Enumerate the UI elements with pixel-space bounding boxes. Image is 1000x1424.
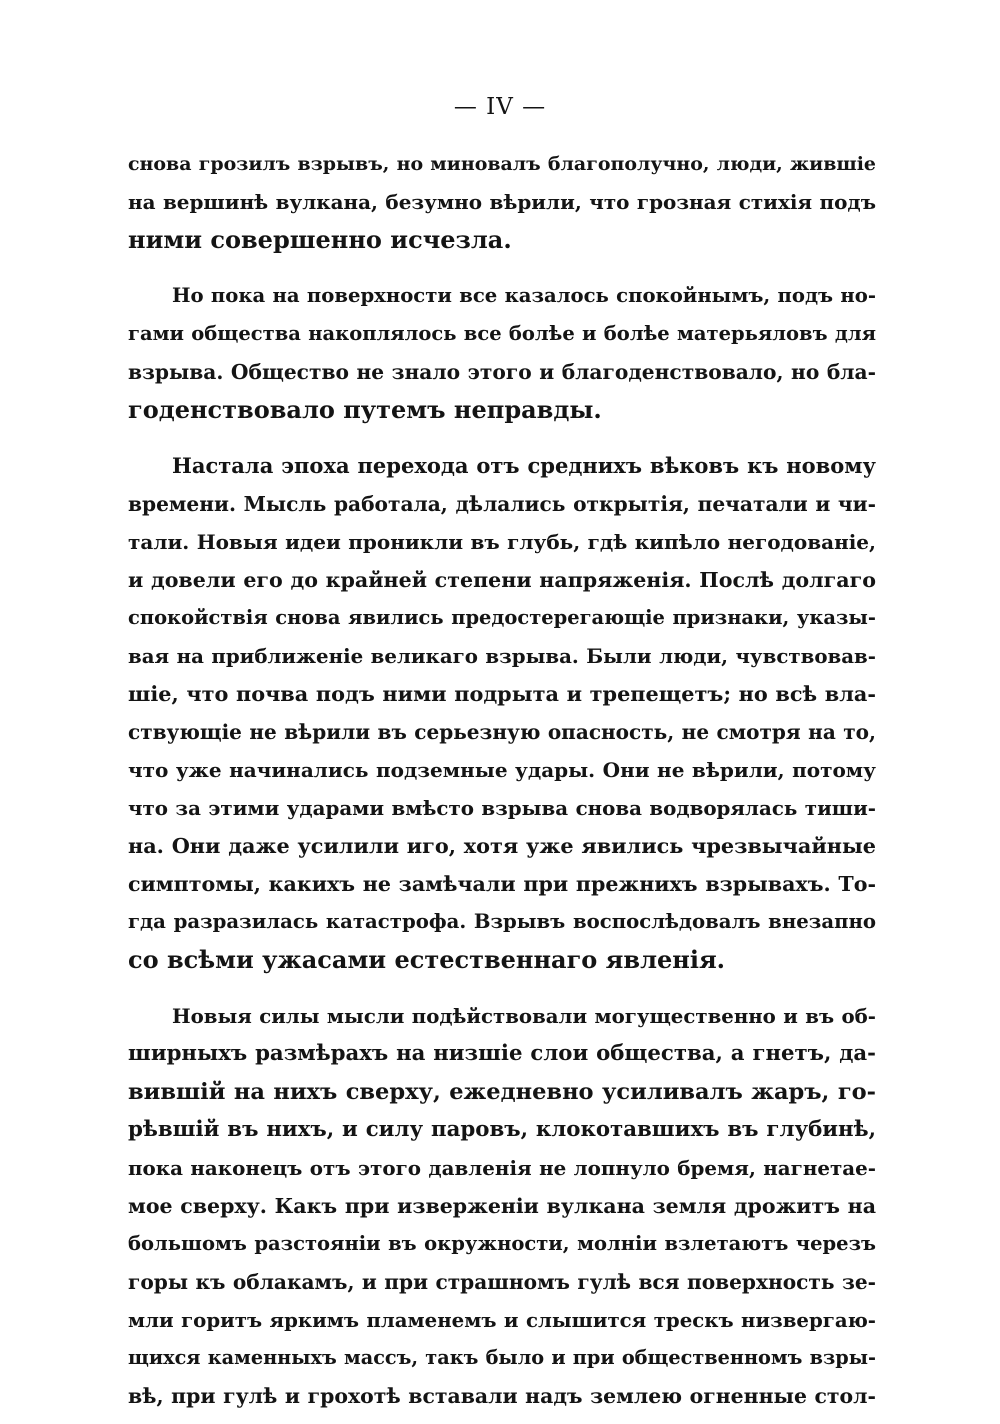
text-line: мое сверху. Какъ при изверженіи вулкана земля дрожитъ на (128, 1194, 876, 1218)
text-line: вившій на нихъ сверху, ежедневно усиливалъ жаръ, го- (128, 1079, 876, 1105)
text-line: ними совершенно исчезла. (128, 225, 512, 254)
text-line: пока наконецъ отъ этого давленія не лопнуло бремя, нагнетае- (128, 1156, 876, 1180)
text-line: взрыва. Общество не знало этого и благоденствовало, но бла- (128, 360, 876, 384)
text-line: ствующіе не вѣрили въ серьезную опасность, не смотря на то, (128, 720, 876, 744)
text-line: на вершинѣ вулкана, безумно вѣрили, что грозная стихія подъ (128, 190, 876, 214)
text-line: и довели его до крайней степени напряженія. Послѣ долгаго (128, 568, 876, 592)
text-line: гда разразилась катастрофа. Взрывъ воспослѣдовалъ внезапно (128, 910, 876, 933)
text-line: на. Они даже усилили иго, хотя уже явились чрезвычайные (128, 833, 876, 858)
text-line: рѣвшій въ нихъ, и силу паровъ, клокотавшихъ въ глубинѣ, (128, 1117, 876, 1142)
text-line: большомъ разстояніи въ окружности, молніи взлетаютъ черезъ (128, 1232, 876, 1255)
text-line: спокойствія снова явились предостерегающіе признаки, указы- (128, 606, 876, 629)
page-number-header: — IV — (453, 94, 547, 120)
text-line: времени. Мысль работала, дѣлались открытія, печатали и чи- (128, 492, 876, 516)
text-line: ширныхъ размѣрахъ на низшіе слои общества, а гнетъ, да- (128, 1041, 876, 1066)
text-line: что за этими ударами вмѣсто взрыва снова водворялась тиши- (128, 796, 876, 820)
text-line: горы къ облакамъ, и при страшномъ гулѣ вся поверхность зе- (128, 1270, 876, 1294)
text-line: шіе, что почва подъ ними подрыта и трепещетъ; но всѣ вла- (128, 681, 876, 706)
text-line: Настала эпоха перехода отъ среднихъ вѣковъ къ новому (172, 453, 876, 478)
paragraph-1 (128, 145, 876, 259)
text-line: снова грозилъ взрывъ, но миновалъ благополучно, люди, жившіе (128, 153, 876, 175)
text-line: тали. Новыя идеи проникли въ глубь, гдѣ кипѣло негодованіе, (128, 530, 876, 554)
text-line: симптомы, какихъ не замѣчали при прежнихъ взрывахъ. То- (128, 872, 876, 896)
text-line: Новыя силы мысли подѣйствовали могущественно и въ об- (172, 1004, 876, 1028)
text-line: со всѣми ужасами естественнаго явленія. (128, 945, 726, 974)
text-line: вая на приближеніе великаго взрыва. Были люди, чувствовав- (128, 644, 876, 668)
body-text (128, 145, 876, 1415)
text-line: мли горитъ яркимъ пламенемъ и слышится трескъ низвергаю- (128, 1308, 876, 1332)
paragraph-3 (128, 447, 876, 979)
text-line: гами общества накоплялось все болѣе и болѣе матерьяловъ для (128, 322, 876, 345)
paragraph-4 (128, 997, 876, 1415)
text-line: Но пока на поверхности все казалось спокойнымъ, подъ но- (172, 284, 876, 307)
text-line: щихся каменныхъ массъ, такъ было и при общественномъ взры- (128, 1346, 876, 1369)
paragraph-2 (128, 277, 876, 429)
text-line: что уже начинались подземные удары. Они не вѣрили, потому (128, 758, 876, 782)
text-line: годенствовало путемъ неправды. (128, 395, 602, 424)
text-line: вѣ, при гулѣ и грохотѣ вставали надъ землею огненные стол- (128, 1384, 876, 1408)
